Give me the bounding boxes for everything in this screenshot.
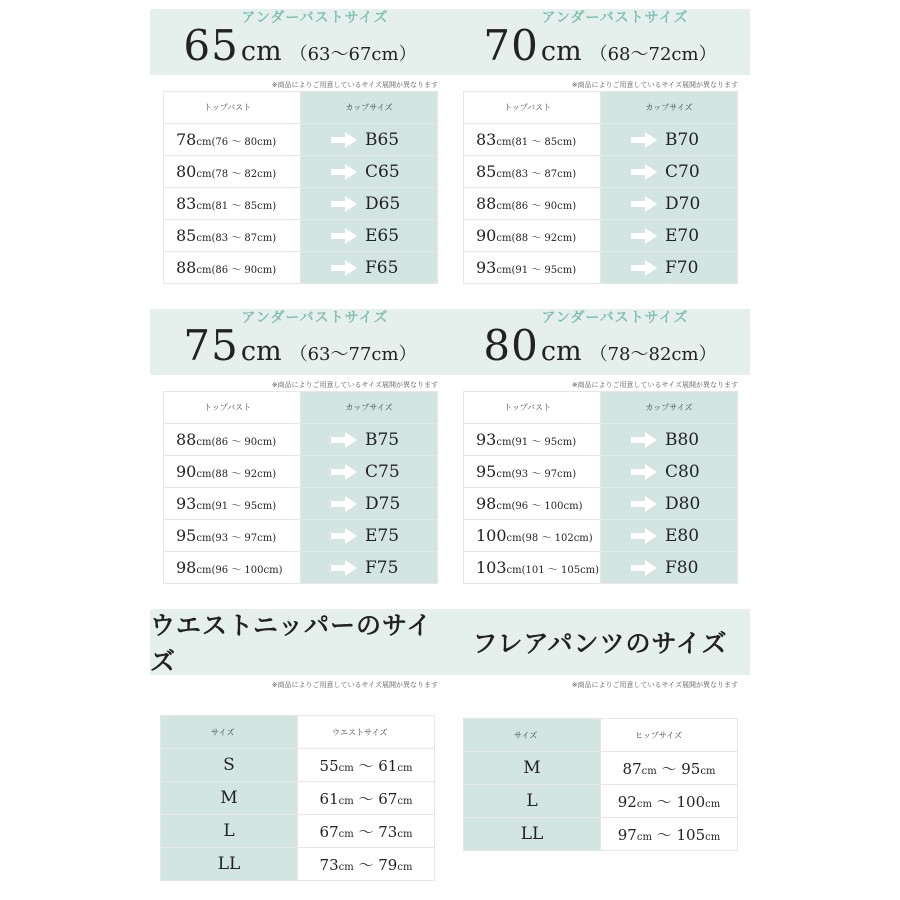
cup-cell: C65 <box>301 156 438 188</box>
arrow-right-icon <box>331 464 357 480</box>
arrow-right-icon <box>631 528 657 544</box>
cup-cell: F65 <box>301 252 438 284</box>
flare-pants-title: フレアパンツのサイズ <box>450 609 750 675</box>
top-bust-cell: 85cm(83 ～ 87cm) <box>164 220 301 252</box>
table-row <box>464 818 738 851</box>
arrow-right-icon <box>631 132 657 148</box>
table-row <box>464 424 738 456</box>
cup-size-table <box>463 391 738 584</box>
panel-header <box>450 309 750 375</box>
top-bust-cell: 95cm(93 ～ 97cm) <box>164 520 301 552</box>
underbust-label: アンダーバストサイズ <box>541 309 689 326</box>
underbust-unit: cm <box>540 35 582 67</box>
cup-cell: B65 <box>301 124 438 156</box>
arrow-right-icon <box>631 464 657 480</box>
table-row <box>464 156 738 188</box>
underbust-label: アンダーバストサイズ <box>241 9 389 26</box>
top-bust-cell: 98cm(96 ～ 100cm) <box>164 552 301 584</box>
table-header-row <box>164 392 438 424</box>
flare-pants-panel <box>450 609 750 851</box>
top-bust-header: トップバスト <box>464 92 601 124</box>
size-cell: S <box>161 749 298 782</box>
table-row <box>464 124 738 156</box>
waist-nipper-title: ウエストニッパーのサイズ <box>150 609 450 675</box>
hip-size-table <box>463 718 738 851</box>
table-row <box>164 252 438 284</box>
availability-note: ※商品によりご用意しているサイズ展開が異なります <box>571 681 738 689</box>
underbust-label: アンダーバストサイズ <box>541 9 689 26</box>
cup-cell: C75 <box>301 456 438 488</box>
hip-size-header: ヒップサイズ <box>601 719 738 752</box>
waist-range-cell: 55cm ～ 61cm <box>298 749 435 782</box>
arrow-right-icon <box>631 432 657 448</box>
table-row <box>164 188 438 220</box>
size-cell: LL <box>464 818 601 851</box>
waist-size-header: ウエストサイズ <box>298 716 435 749</box>
table-row <box>164 552 438 584</box>
size-cell: M <box>464 752 601 785</box>
bra-size-panel-65 <box>150 9 450 284</box>
table-row <box>464 520 738 552</box>
panel-header <box>150 9 450 75</box>
size-cell: M <box>161 782 298 815</box>
top-bust-cell: 90cm(88 ～ 92cm) <box>164 456 301 488</box>
table-row <box>161 815 435 848</box>
table-row <box>464 456 738 488</box>
hip-range-cell: 92cm ～ 100cm <box>601 785 738 818</box>
arrow-right-icon <box>331 432 357 448</box>
table-row <box>464 552 738 584</box>
underbust-range: （63〜67cm） <box>289 43 417 65</box>
cup-size-header: カップサイズ <box>301 392 438 424</box>
cup-cell: E80 <box>601 520 738 552</box>
cup-cell: B80 <box>601 424 738 456</box>
size-cell: L <box>161 815 298 848</box>
top-bust-cell: 100cm(98 ～ 102cm) <box>464 520 601 552</box>
top-bust-cell: 83cm(81 ～ 85cm) <box>164 188 301 220</box>
table-row <box>161 782 435 815</box>
availability-note: ※商品によりご用意しているサイズ展開が異なります <box>271 81 438 89</box>
cup-cell: D75 <box>301 488 438 520</box>
table-header-row <box>464 92 738 124</box>
cup-cell: E70 <box>601 220 738 252</box>
cup-cell: E75 <box>301 520 438 552</box>
top-bust-cell: 88cm(86 ～ 90cm) <box>464 188 601 220</box>
table-header-row <box>464 392 738 424</box>
arrow-right-icon <box>331 260 357 276</box>
size-cell: LL <box>161 848 298 881</box>
top-bust-cell: 103cm(101 ～ 105cm) <box>464 552 601 584</box>
table-row <box>161 848 435 881</box>
waist-nipper-panel <box>150 609 450 881</box>
top-bust-cell: 88cm(86 ～ 90cm) <box>164 252 301 284</box>
top-bust-cell: 78cm(76 ～ 80cm) <box>164 124 301 156</box>
hip-range-cell: 87cm ～ 95cm <box>601 752 738 785</box>
table-header-row <box>164 92 438 124</box>
cup-cell: E65 <box>301 220 438 252</box>
size-header: サイズ <box>464 719 601 752</box>
cup-cell: D70 <box>601 188 738 220</box>
cup-size-table <box>163 391 438 584</box>
cup-cell: F70 <box>601 252 738 284</box>
arrow-right-icon <box>631 164 657 180</box>
cup-cell: F75 <box>301 552 438 584</box>
top-bust-cell: 90cm(88 ～ 92cm) <box>464 220 601 252</box>
table-row <box>164 156 438 188</box>
arrow-right-icon <box>331 132 357 148</box>
top-bust-cell: 80cm(78 ～ 82cm) <box>164 156 301 188</box>
size-cell: L <box>464 785 601 818</box>
arrow-right-icon <box>331 196 357 212</box>
underbust-unit: cm <box>240 335 282 367</box>
table-row <box>161 749 435 782</box>
table-row <box>164 520 438 552</box>
waist-range-cell: 61cm ～ 67cm <box>298 782 435 815</box>
table-row <box>464 488 738 520</box>
top-bust-cell: 93cm(91 ～ 95cm) <box>464 252 601 284</box>
table-row <box>464 752 738 785</box>
panel-header <box>450 9 750 75</box>
waist-range-cell: 67cm ～ 73cm <box>298 815 435 848</box>
bra-size-panel-75 <box>150 309 450 584</box>
top-bust-header: トップバスト <box>164 392 301 424</box>
table-row <box>464 188 738 220</box>
arrow-right-icon <box>631 196 657 212</box>
underbust-range: （78〜82cm） <box>589 343 717 365</box>
table-row <box>464 220 738 252</box>
bra-size-panel-70 <box>450 9 750 284</box>
underbust-number: 65 <box>183 20 239 70</box>
top-bust-cell: 85cm(83 ～ 87cm) <box>464 156 601 188</box>
table-row <box>464 252 738 284</box>
cup-cell: D80 <box>601 488 738 520</box>
waist-size-table <box>160 715 435 881</box>
top-bust-cell: 88cm(86 ～ 90cm) <box>164 424 301 456</box>
cup-cell: F80 <box>601 552 738 584</box>
cup-size-header: カップサイズ <box>601 392 738 424</box>
underbust-number: 75 <box>183 320 239 370</box>
cup-size-table <box>463 91 738 284</box>
arrow-right-icon <box>331 228 357 244</box>
table-row <box>464 785 738 818</box>
table-row <box>164 424 438 456</box>
underbust-range: （63〜77cm） <box>289 343 417 365</box>
underbust-unit: cm <box>240 35 282 67</box>
underbust-range: （68〜72cm） <box>589 43 717 65</box>
hip-range-cell: 97cm ～ 105cm <box>601 818 738 851</box>
table-row <box>164 124 438 156</box>
size-header: サイズ <box>161 716 298 749</box>
panel-header <box>150 309 450 375</box>
underbust-number: 70 <box>483 20 539 70</box>
arrow-right-icon <box>331 528 357 544</box>
arrow-right-icon <box>331 496 357 512</box>
arrow-right-icon <box>631 496 657 512</box>
cup-size-header: カップサイズ <box>301 92 438 124</box>
table-row <box>164 488 438 520</box>
underbust-number: 80 <box>483 320 539 370</box>
cup-cell: D65 <box>301 188 438 220</box>
top-bust-cell: 95cm(93 ～ 97cm) <box>464 456 601 488</box>
arrow-right-icon <box>631 228 657 244</box>
availability-note: ※商品によりご用意しているサイズ展開が異なります <box>271 381 438 389</box>
arrow-right-icon <box>331 560 357 576</box>
cup-cell: B70 <box>601 124 738 156</box>
table-row <box>164 456 438 488</box>
arrow-right-icon <box>631 560 657 576</box>
availability-note: ※商品によりご用意しているサイズ展開が異なります <box>571 381 738 389</box>
top-bust-cell: 93cm(91 ～ 95cm) <box>464 424 601 456</box>
availability-note: ※商品によりご用意しているサイズ展開が異なります <box>571 81 738 89</box>
bra-size-panel-80 <box>450 309 750 584</box>
underbust-unit: cm <box>540 335 582 367</box>
cup-cell: C70 <box>601 156 738 188</box>
cup-size-table <box>163 91 438 284</box>
table-header-row <box>464 719 738 752</box>
arrow-right-icon <box>331 164 357 180</box>
table-row <box>164 220 438 252</box>
top-bust-header: トップバスト <box>464 392 601 424</box>
cup-cell: C80 <box>601 456 738 488</box>
top-bust-header: トップバスト <box>164 92 301 124</box>
waist-range-cell: 73cm ～ 79cm <box>298 848 435 881</box>
underbust-label: アンダーバストサイズ <box>241 309 389 326</box>
top-bust-cell: 98cm(96 ～ 100cm) <box>464 488 601 520</box>
arrow-right-icon <box>631 260 657 276</box>
cup-size-header: カップサイズ <box>601 92 738 124</box>
availability-note: ※商品によりご用意しているサイズ展開が異なります <box>271 681 438 689</box>
cup-cell: B75 <box>301 424 438 456</box>
table-header-row <box>161 716 435 749</box>
top-bust-cell: 83cm(81 ～ 85cm) <box>464 124 601 156</box>
top-bust-cell: 93cm(91 ～ 95cm) <box>164 488 301 520</box>
